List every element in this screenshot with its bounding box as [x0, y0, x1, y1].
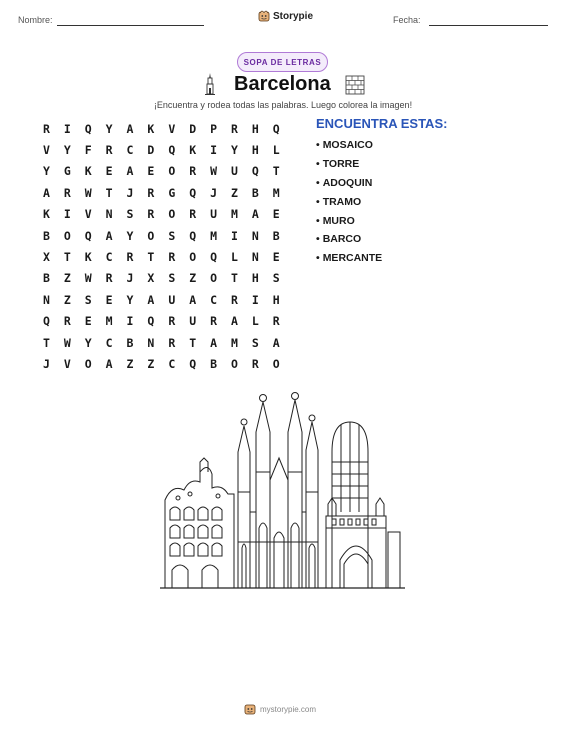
grid-cell[interactable]: O: [210, 271, 218, 286]
grid-cell[interactable]: R: [272, 314, 280, 329]
grid-cell[interactable]: S: [126, 207, 134, 222]
grid-cell[interactable]: U: [189, 314, 197, 329]
grid-cell[interactable]: C: [105, 250, 113, 265]
word-text: MURO: [322, 214, 355, 227]
grid-cell[interactable]: R: [168, 314, 176, 329]
torre-glories-drawing: [332, 422, 368, 588]
grid-cell[interactable]: R: [189, 164, 197, 179]
grid-cell[interactable]: L: [230, 250, 238, 265]
footer-url[interactable]: mystorypie.com: [260, 704, 317, 714]
word-item: [316, 249, 382, 268]
grid-cell[interactable]: U: [230, 164, 238, 179]
grid-cell[interactable]: K: [84, 164, 92, 179]
grid-cell[interactable]: E: [272, 250, 280, 265]
grid-cell[interactable]: O: [272, 356, 280, 371]
grid-cell[interactable]: A: [42, 185, 50, 200]
grid-cell[interactable]: O: [147, 228, 155, 243]
word-item: [316, 211, 382, 230]
grid-cell[interactable]: K: [189, 143, 197, 158]
grid-cell[interactable]: O: [168, 207, 176, 222]
grid-cell[interactable]: A: [105, 356, 113, 371]
letter-grid: [36, 118, 287, 375]
date-label: Fecha:: [393, 15, 421, 25]
grid-cell[interactable]: R: [42, 121, 50, 136]
word-text: MOSAICO: [322, 139, 373, 152]
grid-cell[interactable]: H: [251, 121, 259, 136]
grid-cell[interactable]: Z: [126, 356, 134, 371]
grid-cell[interactable]: J: [210, 185, 218, 200]
grid-cell[interactable]: B: [42, 228, 50, 243]
grid-cell[interactable]: Q: [272, 121, 280, 136]
grid-cell[interactable]: O: [230, 356, 238, 371]
grid-cell[interactable]: C: [126, 143, 134, 158]
barcelona-skyline-illustration: [160, 392, 405, 592]
grid-cell[interactable]: R: [126, 250, 134, 265]
bullet: •: [316, 252, 320, 265]
footer: [244, 703, 316, 715]
grid-cell[interactable]: Z: [63, 292, 71, 307]
grid-cell[interactable]: L: [272, 143, 280, 158]
grid-cell[interactable]: R: [168, 250, 176, 265]
grid-cell[interactable]: O: [168, 164, 176, 179]
grid-cell[interactable]: Z: [63, 271, 71, 286]
grid-cell[interactable]: Q: [42, 314, 50, 329]
grid-cell[interactable]: H: [251, 143, 259, 158]
grid-cell[interactable]: S: [272, 271, 280, 286]
word-list-heading: ENCUENTRA ESTAS:: [316, 116, 448, 131]
grid-cell[interactable]: Y: [63, 143, 71, 158]
grid-cell[interactable]: Y: [84, 335, 92, 350]
grid-cell[interactable]: I: [251, 292, 259, 307]
grid-cell[interactable]: T: [230, 271, 238, 286]
sagrada-familia-drawing: [238, 393, 318, 589]
grid-cell[interactable]: V: [168, 121, 176, 136]
grid-cell[interactable]: M: [272, 185, 280, 200]
grid-cell[interactable]: Q: [189, 185, 197, 200]
grid-cell[interactable]: Q: [168, 143, 176, 158]
grid-cell[interactable]: I: [230, 228, 238, 243]
word-item: [316, 174, 382, 193]
grid-cell[interactable]: R: [63, 314, 71, 329]
date-field-line[interactable]: [429, 25, 548, 26]
grid-cell[interactable]: S: [168, 271, 176, 286]
grid-cell[interactable]: Y: [105, 121, 113, 136]
grid-cell[interactable]: N: [105, 207, 113, 222]
grid-cell[interactable]: U: [168, 292, 176, 307]
grid-cell[interactable]: A: [210, 335, 218, 350]
grid-cell[interactable]: R: [230, 292, 238, 307]
grid-cell[interactable]: Y: [126, 292, 134, 307]
grid-cell[interactable]: Y: [42, 164, 50, 179]
grid-cell[interactable]: O: [84, 356, 92, 371]
grid-cell[interactable]: R: [251, 356, 259, 371]
grid-cell[interactable]: R: [63, 185, 71, 200]
grid-cell[interactable]: R: [105, 143, 113, 158]
grid-cell[interactable]: T: [272, 164, 280, 179]
grid-cell[interactable]: X: [42, 250, 50, 265]
grid-cell[interactable]: N: [147, 335, 155, 350]
grid-cell[interactable]: T: [63, 250, 71, 265]
grid-cell[interactable]: R: [230, 121, 238, 136]
tower-icon: [203, 72, 217, 96]
grid-cell[interactable]: T: [105, 185, 113, 200]
word-item: [316, 155, 382, 174]
grid-cell[interactable]: R: [189, 207, 197, 222]
grid-cell[interactable]: T: [147, 250, 155, 265]
grid-cell[interactable]: G: [63, 164, 71, 179]
grid-cell[interactable]: Q: [210, 250, 218, 265]
grid-cell[interactable]: Q: [147, 314, 155, 329]
grid-cell[interactable]: A: [147, 292, 155, 307]
grid-cell[interactable]: M: [230, 335, 238, 350]
grid-cell[interactable]: M: [210, 228, 218, 243]
grid-cell[interactable]: E: [105, 164, 113, 179]
grid-cell[interactable]: N: [251, 228, 259, 243]
grid-cell[interactable]: I: [63, 207, 71, 222]
word-text: MERCANTE: [322, 252, 383, 265]
grid-cell[interactable]: R: [105, 271, 113, 286]
brand-name: Storypie: [273, 10, 314, 22]
grid-cell[interactable]: J: [126, 271, 134, 286]
grid-cell[interactable]: V: [84, 207, 92, 222]
bullet: •: [316, 195, 320, 208]
grid-cell[interactable]: S: [84, 292, 92, 307]
grid-cell[interactable]: A: [105, 228, 113, 243]
grid-cell[interactable]: Q: [189, 228, 197, 243]
word-search-badge: SOPA DE LETRAS: [237, 52, 328, 72]
grid-cell[interactable]: J: [42, 356, 50, 371]
grid-cell[interactable]: T: [189, 335, 197, 350]
bullet: •: [316, 139, 320, 152]
grid-cell[interactable]: F: [84, 143, 92, 158]
name-label: Nombre:: [18, 15, 53, 25]
bullet: •: [316, 158, 320, 171]
word-item: [316, 136, 382, 155]
grid-cell[interactable]: C: [210, 292, 218, 307]
grid-cell[interactable]: N: [42, 292, 50, 307]
grid-cell[interactable]: K: [84, 250, 92, 265]
grid-cell[interactable]: Y: [126, 228, 134, 243]
grid-cell[interactable]: D: [147, 143, 155, 158]
grid-cell[interactable]: Z: [189, 271, 197, 286]
grid-cell[interactable]: I: [126, 314, 134, 329]
grid-cell[interactable]: A: [126, 164, 134, 179]
brick-wall-icon: [345, 75, 365, 95]
brand-logo: [258, 10, 313, 22]
grid-cell[interactable]: R: [147, 185, 155, 200]
grid-cell[interactable]: A: [272, 335, 280, 350]
grid-cell[interactable]: R: [210, 314, 218, 329]
grid-cell[interactable]: R: [168, 335, 176, 350]
grid-cell[interactable]: J: [126, 185, 134, 200]
grid-cell[interactable]: I: [63, 121, 71, 136]
grid-cell[interactable]: R: [147, 207, 155, 222]
grid-cell[interactable]: S: [168, 228, 176, 243]
grid-cell[interactable]: E: [84, 314, 92, 329]
grid-cell[interactable]: C: [168, 356, 176, 371]
bullet: •: [316, 233, 320, 246]
word-item: [316, 192, 382, 211]
word-item: [316, 230, 382, 249]
grid-cell[interactable]: S: [251, 335, 259, 350]
grid-cell[interactable]: B: [210, 356, 218, 371]
grid-cell[interactable]: V: [42, 143, 50, 158]
grid-cell[interactable]: C: [105, 335, 113, 350]
grid-cell[interactable]: B: [42, 271, 50, 286]
grid-cell[interactable]: W: [63, 335, 71, 350]
grid-cell[interactable]: T: [42, 335, 50, 350]
grid-cell[interactable]: Z: [230, 185, 238, 200]
grid-cell[interactable]: P: [210, 121, 218, 136]
grid-cell[interactable]: Q: [251, 164, 259, 179]
grid-cell[interactable]: L: [251, 314, 259, 329]
grid-cell[interactable]: W: [210, 164, 218, 179]
name-field-line[interactable]: [57, 25, 204, 26]
arc-de-triomf-drawing: [326, 498, 400, 588]
bullet: •: [316, 176, 320, 189]
casa-batllo-drawing: [165, 458, 234, 588]
grid-cell[interactable]: K: [42, 207, 50, 222]
grid-cell[interactable]: M: [105, 314, 113, 329]
grid-cell[interactable]: G: [168, 185, 176, 200]
grid-cell[interactable]: A: [251, 207, 259, 222]
grid-cell[interactable]: O: [63, 228, 71, 243]
grid-cell[interactable]: B: [272, 228, 280, 243]
grid-cell[interactable]: Q: [84, 121, 92, 136]
grid-cell[interactable]: M: [230, 207, 238, 222]
grid-cell[interactable]: U: [210, 207, 218, 222]
grid-cell[interactable]: A: [126, 121, 134, 136]
grid-cell[interactable]: A: [230, 314, 238, 329]
pie-mascot-icon: [258, 10, 270, 22]
word-text: TRAMO: [322, 195, 362, 208]
grid-cell[interactable]: N: [251, 250, 259, 265]
grid-cell[interactable]: H: [272, 292, 280, 307]
grid-cell[interactable]: H: [251, 271, 259, 286]
grid-cell[interactable]: W: [84, 185, 92, 200]
grid-cell[interactable]: Y: [230, 143, 238, 158]
grid-cell[interactable]: X: [147, 271, 155, 286]
grid-cell[interactable]: B: [251, 185, 259, 200]
grid-cell[interactable]: A: [189, 292, 197, 307]
word-text: BARCO: [322, 233, 362, 246]
grid-cell[interactable]: W: [84, 271, 92, 286]
word-list: [316, 136, 382, 268]
grid-cell[interactable]: E: [147, 164, 155, 179]
grid-cell[interactable]: V: [63, 356, 71, 371]
bullet: •: [316, 214, 320, 227]
grid-cell[interactable]: E: [105, 292, 113, 307]
grid-cell[interactable]: O: [189, 250, 197, 265]
pie-mascot-icon: [244, 703, 256, 715]
grid-cell[interactable]: E: [272, 207, 280, 222]
instructions: ¡Encuentra y rodea todas las palabras. Luego colorea la imagen!: [153, 100, 413, 110]
word-text: ADOQUIN: [322, 176, 373, 189]
grid-cell[interactable]: I: [210, 143, 218, 158]
grid-cell[interactable]: K: [147, 121, 155, 136]
word-text: TORRE: [322, 158, 360, 171]
grid-cell[interactable]: Q: [189, 356, 197, 371]
grid-cell[interactable]: Q: [84, 228, 92, 243]
grid-cell[interactable]: Z: [147, 356, 155, 371]
grid-cell[interactable]: D: [189, 121, 197, 136]
page-title: Barcelona: [234, 73, 331, 95]
grid-cell[interactable]: B: [126, 335, 134, 350]
